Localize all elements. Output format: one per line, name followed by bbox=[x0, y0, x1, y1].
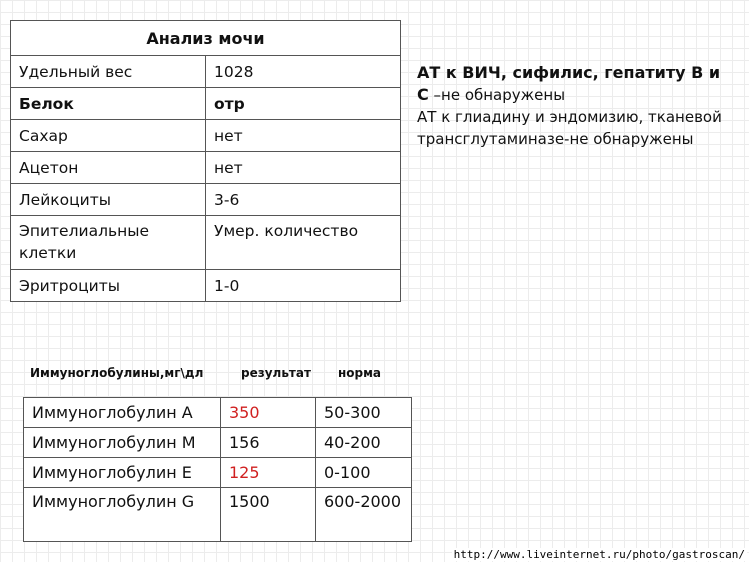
immuno-name: Иммуноглобулин Е bbox=[24, 458, 221, 488]
urine-value: нет bbox=[206, 120, 401, 152]
table-row bbox=[24, 458, 412, 488]
urine-label: Эпителиальные клетки bbox=[11, 216, 206, 270]
urine-value: 3-6 bbox=[206, 184, 401, 216]
table-row bbox=[24, 488, 412, 542]
immuno-norm: 50-300 bbox=[316, 398, 412, 428]
immuno-norm: 0-100 bbox=[316, 458, 412, 488]
urine-table-title: Анализ мочи bbox=[11, 21, 401, 56]
immuno-result: 350 bbox=[221, 398, 316, 428]
immuno-name: Иммуноглобулин А bbox=[24, 398, 221, 428]
immuno-name: Иммуноглобулин G bbox=[24, 488, 221, 542]
immuno-header-norm: норма bbox=[338, 366, 382, 380]
immuno-header-name: Иммуноглобулины,мг\дл bbox=[30, 366, 204, 380]
urine-value: отр bbox=[206, 88, 401, 120]
urine-label: Удельный вес bbox=[11, 56, 206, 88]
table-row bbox=[11, 184, 401, 216]
urine-label: Эритроциты bbox=[11, 270, 206, 302]
antibody-note-bold: АТ к ВИЧ, сифилис, гепатиту В и С bbox=[417, 63, 721, 104]
urine-value: 1-0 bbox=[206, 270, 401, 302]
immuno-norm: 600-2000 bbox=[316, 488, 412, 542]
antibody-note-line2: АТ к глиадину и эндомизию, тканевой трансглутаминазе-не обнаружены bbox=[417, 108, 722, 148]
antibody-note-rest: –не обнаружены bbox=[428, 86, 566, 104]
table-row bbox=[11, 152, 401, 184]
table-row bbox=[11, 56, 401, 88]
urine-label: Белок bbox=[11, 88, 206, 120]
table-row bbox=[24, 398, 412, 428]
table-row bbox=[11, 120, 401, 152]
urine-label: Ацетон bbox=[11, 152, 206, 184]
urine-analysis-table bbox=[10, 20, 401, 302]
urine-value: нет bbox=[206, 152, 401, 184]
source-watermark: http://www.liveinternet.ru/photo/gastroscan/ bbox=[453, 548, 745, 561]
table-row bbox=[24, 428, 412, 458]
immuno-result: 156 bbox=[221, 428, 316, 458]
immuno-header-result: результат bbox=[241, 366, 311, 380]
table-row bbox=[11, 270, 401, 302]
immuno-norm: 40-200 bbox=[316, 428, 412, 458]
urine-label: Сахар bbox=[11, 120, 206, 152]
urine-label: Лейкоциты bbox=[11, 184, 206, 216]
table-row bbox=[11, 88, 401, 120]
antibody-note bbox=[417, 62, 737, 150]
immunoglobulin-table bbox=[23, 397, 412, 542]
urine-value: 1028 bbox=[206, 56, 401, 88]
immuno-result: 125 bbox=[221, 458, 316, 488]
table-row bbox=[11, 216, 401, 270]
urine-value: Умер. количество bbox=[206, 216, 401, 270]
immuno-name: Иммуноглобулин М bbox=[24, 428, 221, 458]
immuno-result: 1500 bbox=[221, 488, 316, 542]
